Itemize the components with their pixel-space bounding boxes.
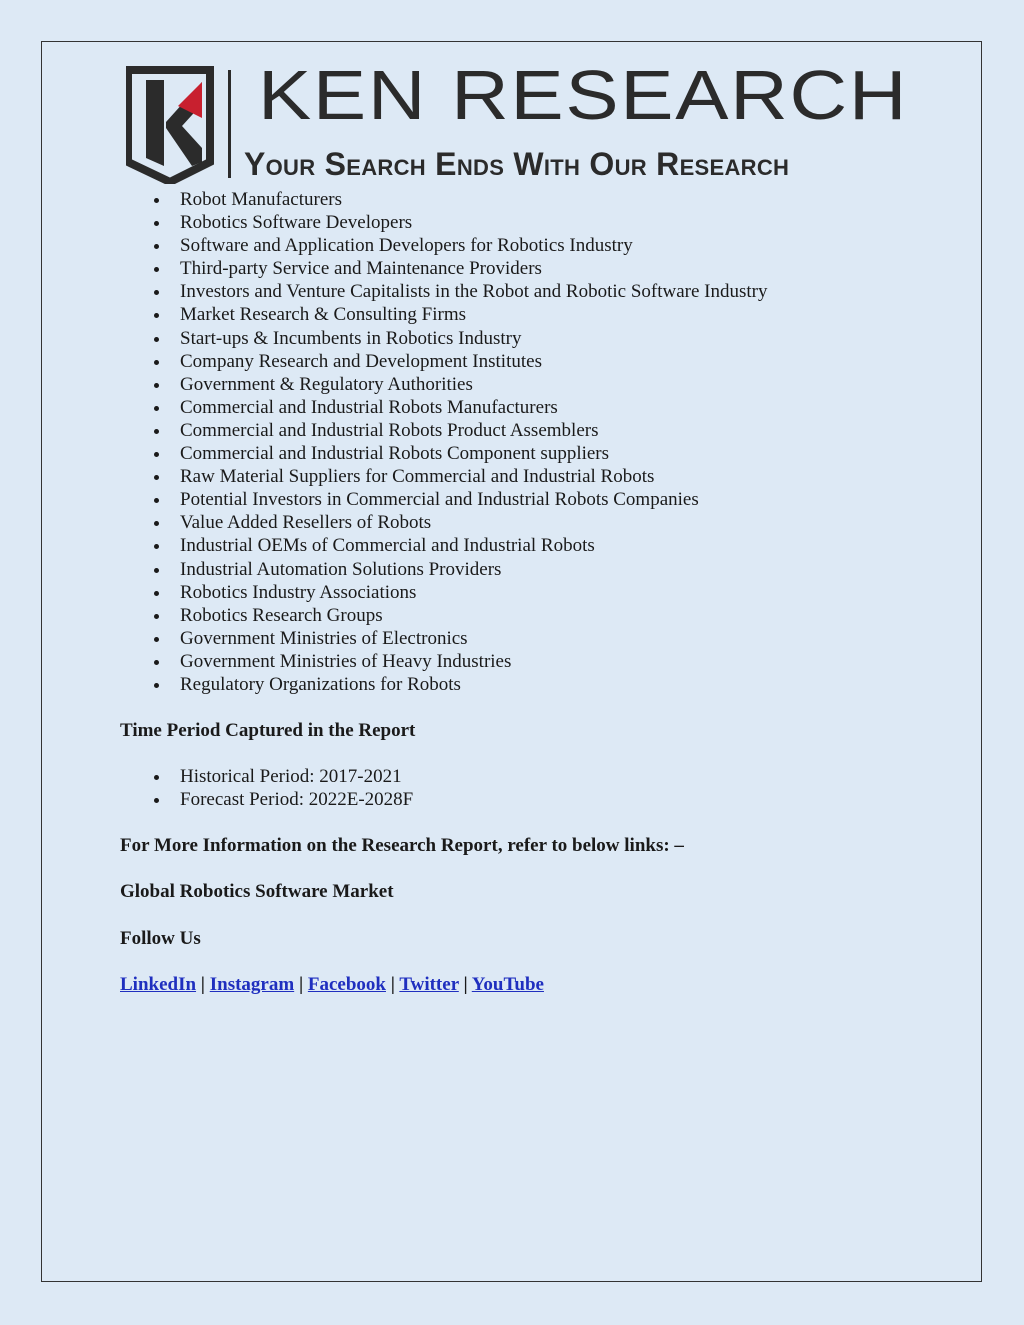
bullet-icon: [154, 798, 159, 803]
bullet-icon: [154, 244, 159, 249]
bullet-icon: [154, 337, 159, 342]
list-item: [120, 581, 960, 604]
list-item-text: Forecast Period: 2022E-2028F: [180, 789, 414, 811]
logo-divider: [228, 70, 231, 178]
list-item-text: Commercial and Industrial Robots Manufacturers: [180, 396, 558, 418]
bullet-icon: [154, 221, 159, 226]
bullet-icon: [154, 591, 159, 596]
list-item-text: Regulatory Organizations for Robots: [180, 673, 461, 695]
list-item: [120, 788, 960, 811]
twitter-link[interactable]: Twitter: [399, 973, 459, 995]
list-item-text: Historical Period: 2017-2021: [180, 766, 402, 788]
bullet-icon: [154, 406, 159, 411]
list-item: [120, 650, 960, 673]
list-item-text: Investors and Venture Capitalists in the Robot and Robotic Software Industry: [180, 281, 768, 303]
list-item: [120, 442, 960, 465]
list-item: [120, 465, 960, 488]
list-item-text: Industrial Automation Solutions Providers: [180, 558, 502, 580]
bullet-icon: [154, 198, 159, 203]
bullet-icon: [154, 568, 159, 573]
list-item-text: Value Added Resellers of Robots: [180, 512, 432, 534]
link-separator: |: [463, 973, 468, 995]
list-item-text: Government & Regulatory Authorities: [180, 373, 473, 395]
list-item: [120, 604, 960, 627]
facebook-link[interactable]: Facebook: [307, 973, 386, 995]
list-item: [120, 280, 960, 303]
list-item-text: Company Research and Development Institutes: [180, 350, 542, 372]
report-link-title[interactable]: Global Robotics Software Market: [120, 881, 394, 903]
list-item: [120, 211, 960, 234]
bullet-icon: [154, 614, 159, 619]
more-info-heading: For More Information on the Research Report, refer to below links: –: [120, 835, 684, 857]
list-item: [120, 350, 960, 373]
logo-shield-icon: [126, 66, 226, 184]
list-item-text: Commercial and Industrial Robots Component suppliers: [180, 443, 610, 465]
list-item-text: Start-ups & Incumbents in Robotics Industry: [180, 327, 522, 349]
list-item: [120, 188, 960, 211]
bullet-icon: [154, 267, 159, 272]
list-item: [120, 488, 960, 511]
bullet-icon: [154, 683, 159, 688]
link-separator: |: [390, 973, 395, 995]
linkedin-link[interactable]: LinkedIn: [120, 973, 197, 995]
follow-us-heading: Follow Us: [120, 927, 201, 949]
list-item-text: Industrial OEMs of Commercial and Industrial Robots: [180, 535, 595, 557]
youtube-link[interactable]: YouTube: [471, 973, 544, 995]
time-period-list: [120, 765, 960, 811]
list-item-text: Robotics Software Developers: [180, 212, 413, 234]
list-item: [120, 673, 960, 696]
logo-brand-name: KEN RESEARCH: [258, 56, 909, 134]
list-item: [120, 257, 960, 280]
list-item: [120, 534, 960, 557]
bullet-icon: [154, 521, 159, 526]
list-item-text: Robotics Research Groups: [180, 604, 383, 626]
link-separator: |: [298, 973, 304, 995]
list-item-text: Software and Application Developers for Robotics Industry: [180, 235, 633, 257]
document-content: [120, 188, 960, 996]
list-item-text: Raw Material Suppliers for Commercial and Industrial Robots: [180, 466, 655, 488]
list-item: [120, 396, 960, 419]
list-item-text: Robot Manufacturers: [180, 189, 342, 210]
bullet-icon: [154, 313, 159, 318]
bullet-icon: [154, 637, 159, 642]
bullet-icon: [154, 475, 159, 480]
list-item: [120, 419, 960, 442]
list-item: [120, 234, 960, 257]
bullet-icon: [154, 383, 159, 388]
list-item-text: Potential Investors in Commercial and Industrial Robots Companies: [180, 489, 699, 511]
list-item: [120, 327, 960, 350]
social-links: [120, 973, 960, 996]
bullet-icon: [154, 498, 159, 503]
list-item-text: Commercial and Industrial Robots Product Assemblers: [180, 419, 599, 441]
time-period-heading: Time Period Captured in the Report: [120, 720, 416, 742]
list-item: [120, 627, 960, 650]
list-item-text: Government Ministries of Heavy Industries: [180, 650, 512, 672]
list-item: [120, 303, 960, 326]
logo-tagline: Your Search Ends With Our Research: [244, 146, 790, 182]
ken-research-logo: [126, 56, 909, 184]
list-item-text: Government Ministries of Electronics: [180, 627, 468, 649]
list-item: [120, 511, 960, 534]
bullet-icon: [154, 660, 159, 665]
bullet-icon: [154, 360, 159, 365]
audience-list: [120, 188, 960, 696]
link-separator: |: [200, 973, 205, 995]
bullet-icon: [154, 452, 159, 457]
list-item: [120, 373, 960, 396]
instagram-link[interactable]: Instagram: [209, 973, 295, 995]
list-item: [120, 765, 960, 788]
list-item-text: Market Research & Consulting Firms: [180, 304, 467, 326]
bullet-icon: [154, 544, 159, 549]
bullet-icon: [154, 775, 159, 780]
list-item: [120, 558, 960, 581]
list-item-text: Third-party Service and Maintenance Providers: [180, 258, 542, 280]
list-item-text: Robotics Industry Associations: [180, 581, 417, 603]
bullet-icon: [154, 290, 159, 295]
bullet-icon: [154, 429, 159, 434]
